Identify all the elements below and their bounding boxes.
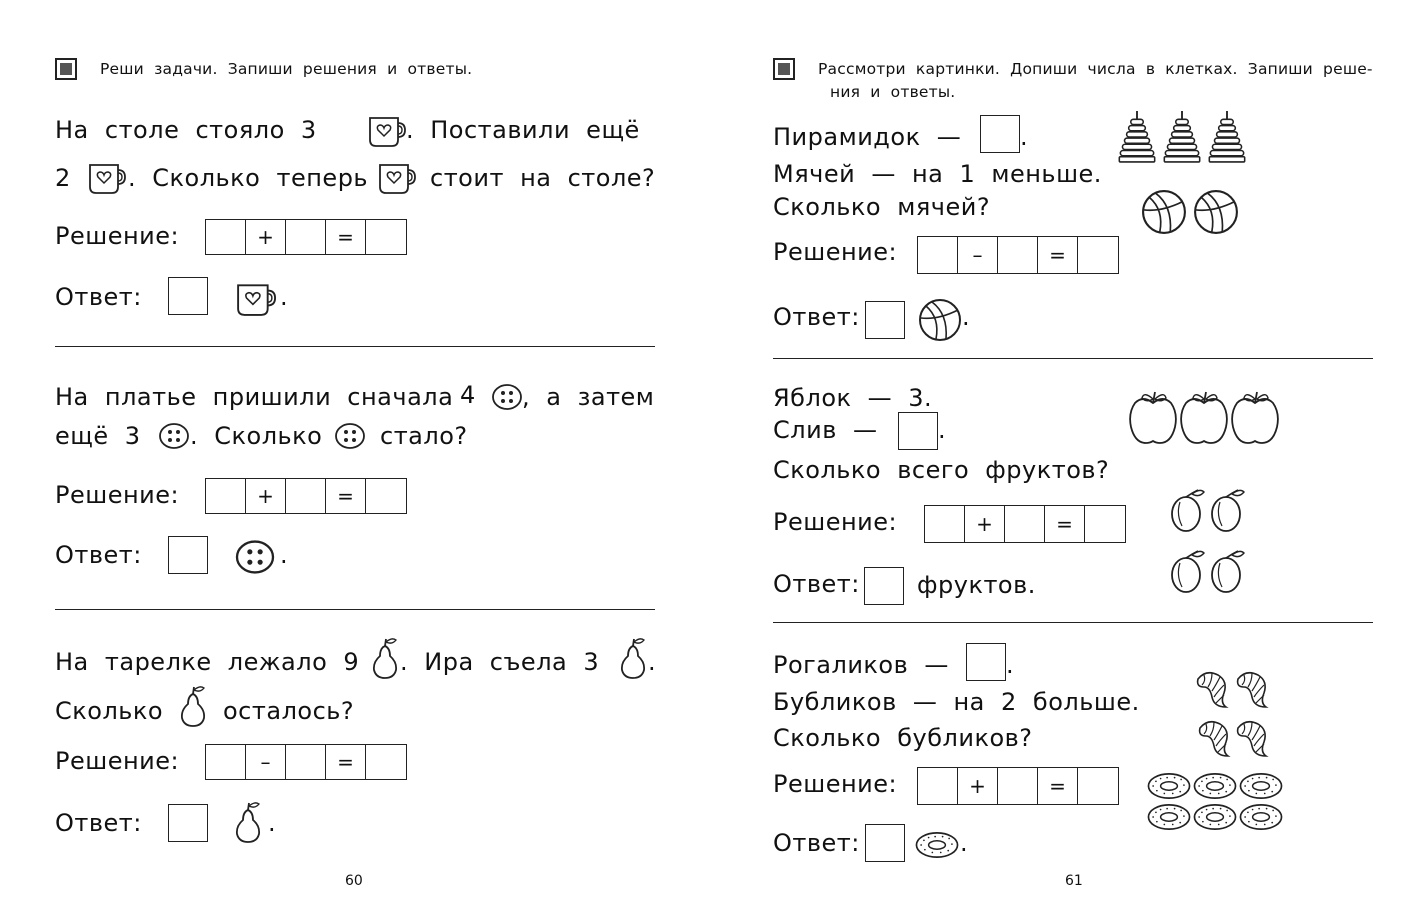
- equals-sign: =: [1038, 237, 1078, 273]
- period: .: [1020, 123, 1029, 151]
- solution-label: Решение:: [773, 508, 898, 536]
- pear-icon: [233, 800, 263, 844]
- r-p2-line3: Сколько всего фруктов?: [773, 456, 1110, 484]
- l-p1-line2a: 2: [55, 164, 71, 192]
- pyramid-icon: [1117, 111, 1157, 163]
- r-p2-line1: Яблок — 3.: [773, 384, 933, 412]
- solution-cell[interactable]: [286, 479, 326, 513]
- solution-grid[interactable]: [205, 744, 407, 780]
- bagel-icon: [1192, 772, 1238, 800]
- solution-cell[interactable]: [206, 479, 246, 513]
- pyramid-icon: [1162, 111, 1202, 163]
- r-p1-line3: Сколько мячей?: [773, 193, 991, 221]
- plums-count-box[interactable]: [898, 412, 938, 450]
- answer-label: Ответ:: [773, 829, 860, 857]
- cup-icon: [376, 159, 416, 195]
- period: .: [938, 416, 947, 444]
- solution-grid[interactable]: [917, 236, 1119, 274]
- apple-icon: [1230, 389, 1280, 445]
- l-p2-line1a: На платье пришили сначала: [55, 383, 454, 411]
- solution-cell[interactable]: [366, 220, 406, 254]
- solution-cell[interactable]: [925, 506, 965, 542]
- divider: [773, 358, 1373, 359]
- croissants-count-box[interactable]: [966, 643, 1006, 681]
- pear-icon: [618, 636, 648, 680]
- solution-cell[interactable]: [1005, 506, 1045, 542]
- bagel-icon: [1146, 772, 1192, 800]
- answer-box[interactable]: [168, 536, 208, 574]
- cup-icon: [366, 112, 406, 148]
- r-p1-line1: Пирамидок —: [773, 123, 962, 151]
- l-p3-line2a: Сколько: [55, 697, 164, 725]
- answer-box[interactable]: [865, 301, 905, 339]
- solution-grid[interactable]: [917, 767, 1119, 805]
- solution-label: Решение:: [55, 747, 180, 775]
- solution-label: Решение:: [55, 222, 180, 250]
- minus-sign: –: [958, 237, 998, 273]
- croissant-icon: [1192, 665, 1236, 709]
- r-p3-line1: Рогаликов —: [773, 651, 949, 679]
- solution-label: Решение:: [773, 770, 898, 798]
- button-icon: [491, 383, 523, 411]
- pear-icon: [370, 636, 400, 680]
- answer-label: Ответ:: [55, 809, 142, 837]
- plum-icon: [1210, 549, 1246, 593]
- l-p1-line2b: . Сколько теперь: [128, 164, 369, 192]
- divider: [55, 346, 655, 347]
- l-p2-line2c: стало?: [380, 422, 468, 450]
- solution-label: Решение:: [55, 481, 180, 509]
- solution-cell[interactable]: [998, 237, 1038, 273]
- period: .: [648, 648, 657, 676]
- apple-icon: [1128, 389, 1178, 445]
- button-icon: [158, 422, 190, 450]
- apple-icon: [1179, 389, 1229, 445]
- l-p2-line1b: , а затем: [522, 383, 655, 411]
- answer-box[interactable]: [865, 824, 905, 862]
- left-instruction: Реши задачи. Запиши решения и ответы.: [100, 60, 473, 78]
- pyramid-icon: [1207, 111, 1247, 163]
- solution-cell[interactable]: [1078, 237, 1118, 273]
- solution-cell[interactable]: [206, 220, 246, 254]
- l-p3-line1a: На тарелке лежало 9: [55, 648, 360, 676]
- solution-cell[interactable]: [998, 768, 1038, 804]
- solution-grid[interactable]: [924, 505, 1126, 543]
- l-p1-line1b: . Поставили ещё: [406, 116, 640, 144]
- l-p1-line1a: На столе стояло 3: [55, 116, 317, 144]
- solution-cell[interactable]: [366, 745, 406, 779]
- right-instruction-line1: Рассмотри картинки. Допиши числа в клетках. Запиши реше-: [818, 60, 1373, 78]
- equals-sign: =: [1038, 768, 1078, 804]
- plus-sign: +: [246, 479, 286, 513]
- plus-sign: +: [246, 220, 286, 254]
- answer-box[interactable]: [864, 567, 904, 605]
- answer-unit-fruits: фруктов.: [917, 571, 1036, 599]
- l-p2-digit: 4: [460, 381, 476, 409]
- croissant-icon: [1232, 714, 1276, 758]
- l-p2-line2a: ещё 3: [55, 422, 141, 450]
- equals-sign: =: [326, 220, 366, 254]
- pyramids-count-box[interactable]: [980, 115, 1020, 153]
- answer-label: Ответ:: [55, 541, 142, 569]
- solution-cell[interactable]: [1078, 768, 1118, 804]
- solution-cell[interactable]: [918, 237, 958, 273]
- answer-label: Ответ:: [773, 303, 860, 331]
- period: .: [962, 303, 971, 331]
- solution-cell[interactable]: [286, 220, 326, 254]
- r-p3-line2: Бубликов — на 2 больше.: [773, 688, 1140, 716]
- croissant-icon: [1232, 665, 1276, 709]
- page-number-right: 61: [1065, 873, 1083, 889]
- plus-sign: +: [965, 506, 1005, 542]
- bagel-icon: [1192, 803, 1238, 831]
- solution-grid[interactable]: [205, 219, 407, 255]
- solution-grid[interactable]: [205, 478, 407, 514]
- answer-box[interactable]: [168, 804, 208, 842]
- bagel-icon: [1146, 803, 1192, 831]
- divider: [55, 609, 655, 610]
- right-instruction-line2: ния и ответы.: [830, 83, 956, 101]
- bagel-icon: [1238, 772, 1284, 800]
- plum-icon: [1170, 549, 1206, 593]
- l-p3-line2b: осталось?: [223, 697, 355, 725]
- r-p1-line2: Мячей — на 1 меньше.: [773, 160, 1102, 188]
- button-icon: [232, 539, 278, 575]
- task-marker: [773, 58, 795, 80]
- ball-icon: [1193, 189, 1239, 235]
- solution-cell[interactable]: [1085, 506, 1125, 542]
- l-p3-line1b: . Ира съела 3: [400, 648, 600, 676]
- solution-label: Решение:: [773, 238, 898, 266]
- solution-cell[interactable]: [286, 745, 326, 779]
- equals-sign: =: [1045, 506, 1085, 542]
- page-number-left: 60: [345, 873, 363, 889]
- period: .: [960, 829, 969, 857]
- r-p2-line2: Слив —: [773, 416, 878, 444]
- l-p1-line2c: стоит на столе?: [430, 164, 656, 192]
- cup-icon: [86, 159, 126, 195]
- solution-cell[interactable]: [206, 745, 246, 779]
- minus-sign: –: [246, 745, 286, 779]
- period: .: [280, 541, 289, 569]
- plus-sign: +: [958, 768, 998, 804]
- cup-icon: [233, 279, 277, 317]
- plum-icon: [1210, 488, 1246, 532]
- pear-icon: [178, 684, 208, 728]
- answer-label: Ответ:: [55, 283, 142, 311]
- button-icon: [334, 422, 366, 450]
- period: .: [280, 283, 289, 311]
- equals-sign: =: [326, 745, 366, 779]
- bagel-icon: [1238, 803, 1284, 831]
- solution-cell[interactable]: [366, 479, 406, 513]
- l-p2-line2b: . Сколько: [190, 422, 323, 450]
- period: .: [1006, 651, 1015, 679]
- ball-icon: [918, 298, 962, 342]
- bagel-icon: [914, 831, 960, 859]
- equals-sign: =: [326, 479, 366, 513]
- answer-label: Ответ:: [773, 570, 860, 598]
- plum-icon: [1170, 488, 1206, 532]
- task-marker: [55, 58, 77, 80]
- r-p3-line3: Сколько бубликов?: [773, 724, 1033, 752]
- solution-cell[interactable]: [918, 768, 958, 804]
- period: .: [268, 809, 277, 837]
- answer-box[interactable]: [168, 277, 208, 315]
- ball-icon: [1141, 189, 1187, 235]
- divider: [773, 622, 1373, 623]
